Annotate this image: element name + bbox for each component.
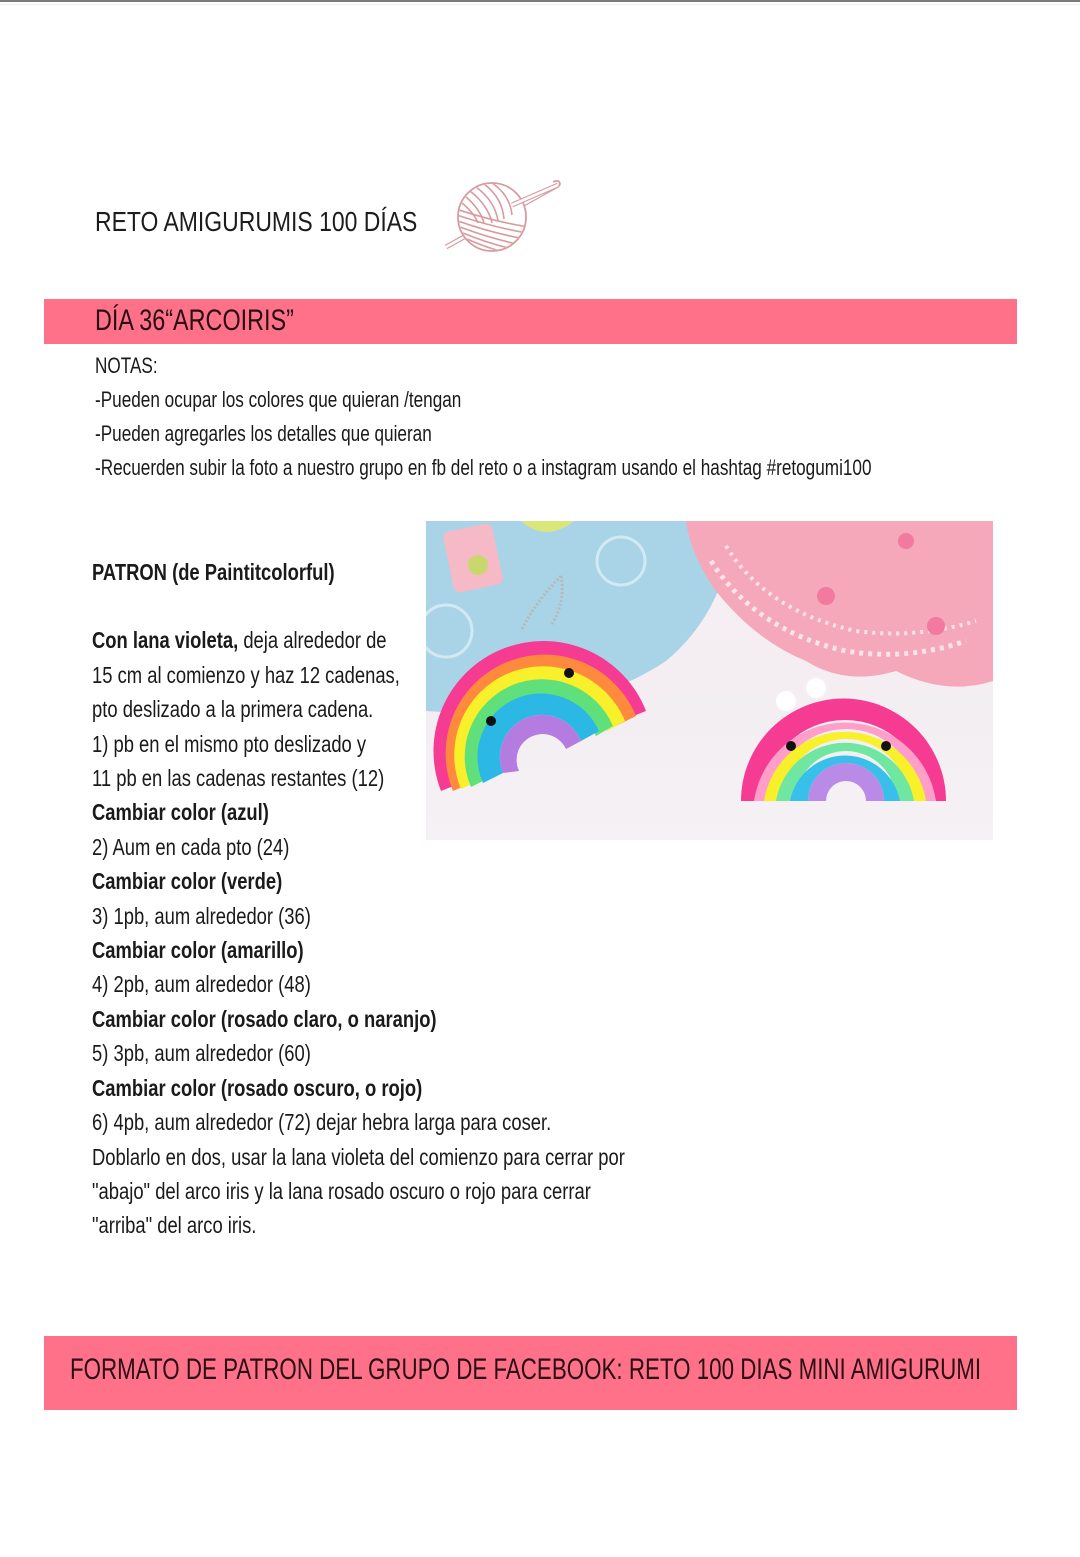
pattern-line: 2) Aum en cada pto (24) (92, 833, 290, 860)
pattern-intro-bold: Con lana violeta, (92, 627, 239, 654)
notes-item: -Recuerden subir la foto a nuestro grupo en fb del reto o a instagram usando el hashtag #retogumi100 (95, 455, 872, 480)
document-title: RETO AMIGURUMIS 100 DÍAS (95, 206, 418, 237)
pattern-line: "arriba" del arco iris. (92, 1212, 257, 1239)
pattern-line: pto deslizado a la primera cadena. (92, 696, 374, 723)
top-rule (0, 0, 1080, 2)
notes-heading: NOTAS: (95, 353, 158, 378)
pattern-color-change: Cambiar color (azul) (92, 799, 269, 826)
pattern-line: 6) 4pb, aum alrededor (72) dejar hebra larga para coser. (92, 1109, 552, 1136)
top-rule-light (0, 4, 1080, 5)
pattern-line: Doblarlo en dos, usar la lana violeta del comienzo para cerrar por (92, 1143, 625, 1170)
pattern-line: 5) 3pb, aum alrededor (60) (92, 1040, 311, 1067)
pattern-line: 3) 1pb, aum alrededor (36) (92, 902, 311, 929)
notes-item: -Pueden agregarles los detalles que quieran (95, 421, 432, 446)
pattern-line: 1) pb en el mismo pto deslizado y (92, 730, 367, 757)
yarn-ball-crochet-hook-icon (440, 175, 565, 260)
pattern-color-change: Cambiar color (verde) (92, 868, 283, 895)
pattern-color-change: Cambiar color (rosado oscuro, o rojo) (92, 1074, 423, 1101)
footer-banner (44, 1336, 1017, 1410)
pattern-line: "abajo" del arco iris y la lana rosado oscuro o rojo para cerrar (92, 1177, 591, 1204)
pattern-heading: PATRON (de Paintitcolorful) (92, 559, 335, 585)
day-banner (44, 299, 1017, 344)
pattern-line: 15 cm al comienzo y haz 12 cadenas, (92, 661, 400, 688)
pattern-color-change: Cambiar color (rosado claro, o naranjo) (92, 1005, 437, 1032)
pattern-line: 11 pb en las cadenas restantes (12) (92, 765, 385, 792)
pattern-line: 4) 2pb, aum alrededor (48) (92, 971, 311, 998)
day-banner-title: DÍA 36“ARCOIRIS” (95, 304, 294, 337)
pattern-color-change: Cambiar color (amarillo) (92, 937, 304, 964)
footer-banner-text: FORMATO DE PATRON DEL GRUPO DE FACEBOOK: RETO 100 DIAS MINI AMIGURUMI (70, 1353, 982, 1386)
notes-item: -Pueden ocupar los colores que quieran /tengan (95, 387, 462, 412)
notes-section (95, 349, 1080, 485)
rainbow-amigurumi-photo (426, 521, 993, 840)
pattern-intro-rest: deja alrededor de (238, 627, 387, 654)
